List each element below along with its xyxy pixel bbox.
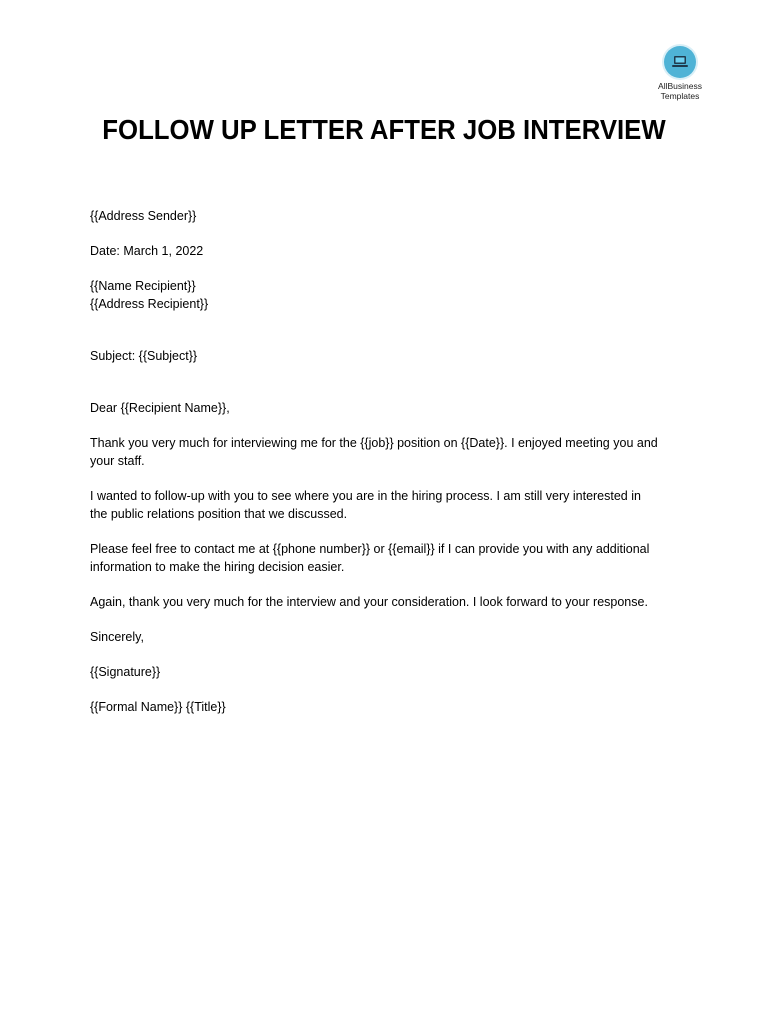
signature: {{Signature}}: [90, 665, 161, 679]
logo-line-2: Templates: [660, 91, 700, 101]
paragraph-1: [90, 434, 680, 470]
paragraph-3: [90, 540, 680, 576]
paragraph-3-line-1: Please feel free to contact me at {{phone number}} or {{email}} if I can provide you with any additional: [90, 542, 650, 556]
subject-value: {{Subject}}: [135, 349, 198, 363]
paragraph-2-line-1: I wanted to follow-up with you to see where you are in the hiring process. I am still very interested in: [90, 489, 641, 503]
paragraph-1-line-2: your staff.: [90, 454, 145, 468]
recipient-address: {{Address Recipient}}: [90, 297, 209, 311]
formal-name-title: {{Formal Name}} {{Title}}: [90, 700, 226, 714]
subject-line: [90, 347, 680, 365]
paragraph-2-line-2: the public relations position that we discussed.: [90, 507, 348, 521]
paragraph-3-line-2: information to make the hiring decision easier.: [90, 560, 345, 574]
laptop-icon: [664, 46, 696, 78]
logo-line-1: AllBusiness: [658, 81, 702, 91]
page-title: FOLLOW UP LETTER AFTER JOB INTERVIEW: [102, 114, 666, 145]
logo-text: [650, 81, 710, 101]
salutation: Dear {{Recipient Name}},: [90, 401, 230, 415]
letter-body: [90, 207, 680, 716]
subject-label: Subject:: [90, 349, 136, 363]
recipient-name: {{Name Recipient}}: [90, 279, 196, 293]
closing: Sincerely,: [90, 630, 144, 644]
paragraph-1-line-1: Thank you very much for interviewing me for the {{job}} position on {{Date}}. I enjoyed meeting you and: [90, 436, 658, 450]
sender-address: {{Address Sender}}: [90, 209, 197, 223]
paragraph-4: Again, thank you very much for the interview and your consideration. I look forward to your response.: [90, 595, 648, 609]
paragraph-2: [90, 487, 680, 523]
letter-date: Date: March 1, 2022: [90, 244, 204, 258]
allbusiness-templates-logo: [650, 46, 710, 101]
